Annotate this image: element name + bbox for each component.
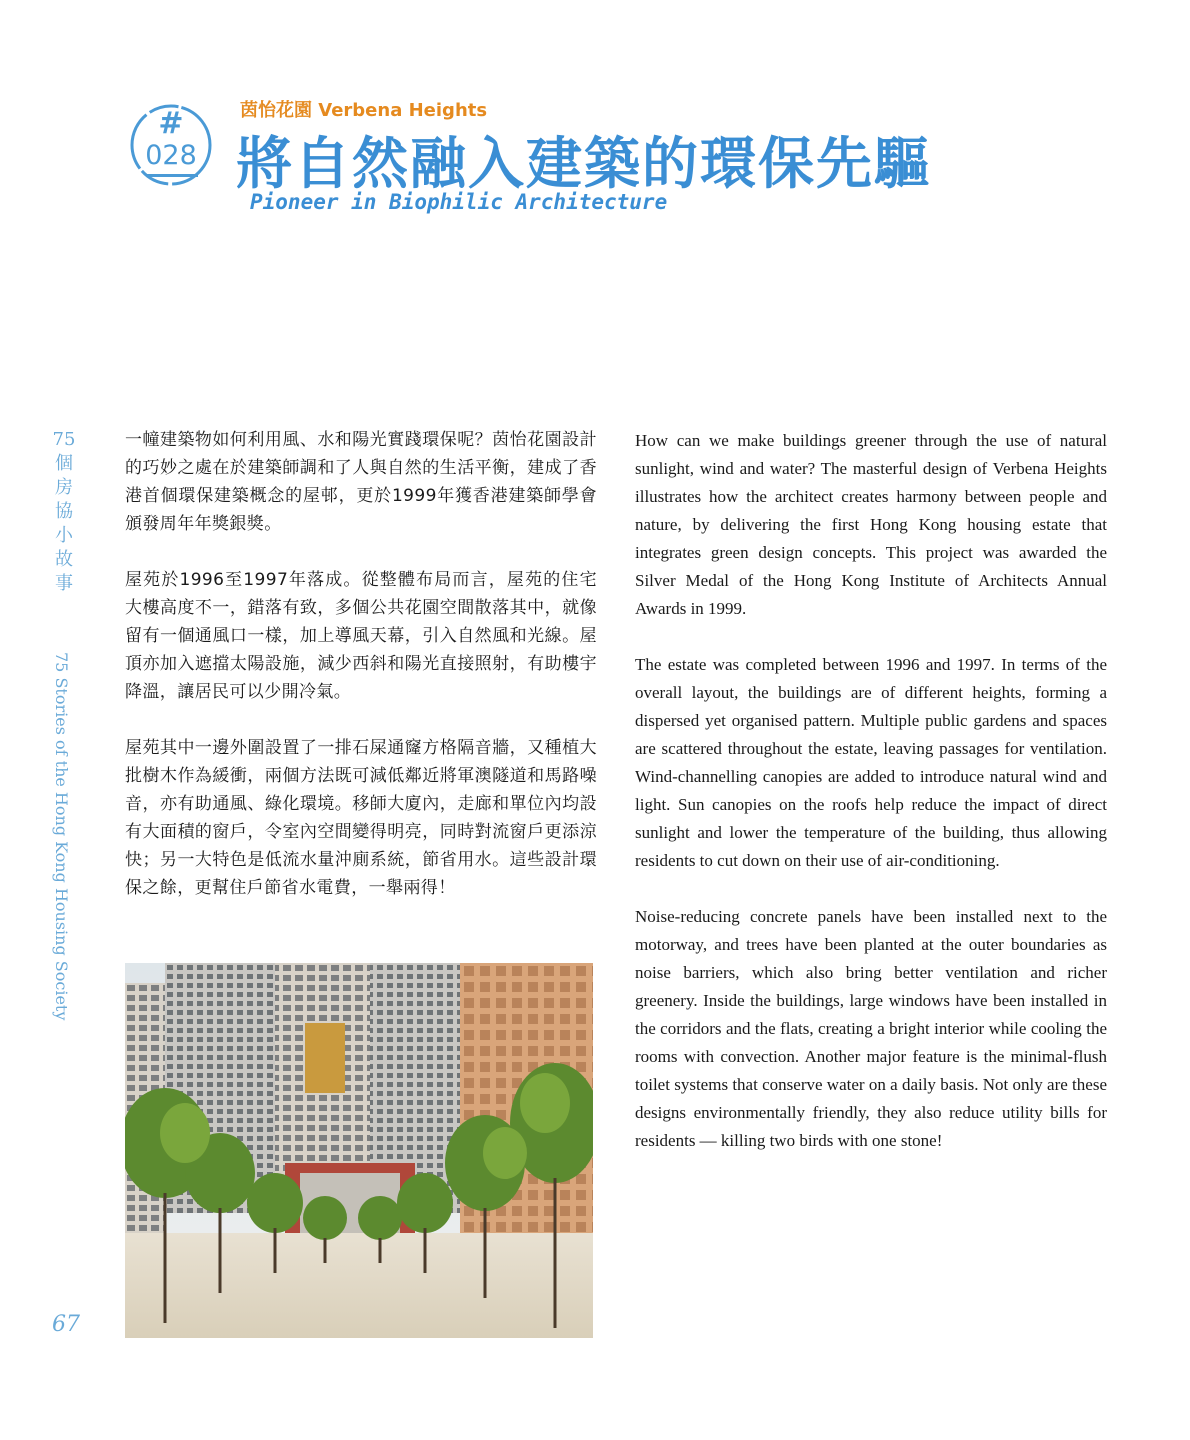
- series-char: 75: [52, 429, 76, 450]
- estate-name: 茵怡花園 Verbena Heights: [240, 100, 488, 121]
- series-char: 故: [55, 549, 73, 570]
- paragraph-en-3: Noise-reducing concrete panels have been installed next to the motorway, and trees have been planted at the outer boundaries as noise barriers, which also bring better ventilation and richer greenery. Inside the buildings, large windows have been installed in the corridors and the flats, creating a bright interior while cooling the rooms with convection. Another major feature is the minimal-flush toilet systems that conserve water on a daily basis. Not only are these designs environmentally friendly, they also reduce utility bills for residents — killing two birds with one stone!: [635, 907, 1107, 1150]
- series-char: 房: [55, 477, 73, 498]
- badge-number: 028: [145, 140, 197, 171]
- page-title-zh: 將自然融入建築的環保先驅: [236, 132, 932, 197]
- body-text-en: [635, 427, 1107, 1183]
- badge-hash: #: [158, 106, 184, 141]
- body-text-zh: [125, 426, 597, 930]
- series-char: 事: [55, 573, 73, 594]
- paragraph-zh-3: 屋苑其中一邊外圍設置了一排石屎通窿方格隔音牆，又種植大批樹木作為緩衝，兩個方法既可減低鄰近將軍澳隧道和馬路噪音，亦有助通風、綠化環境。移師大廈內，走廊和單位內均設有大面積的窗戶，令室內空間變得明亮，同時對流窗戶更添涼快；另一大特色是低流水量沖廁系統，節省用水。這些設計環保之餘，更幫住戶節省水電費，一舉兩得！: [125, 738, 597, 898]
- series-title-en: 75 Stories of the Hong Kong Housing Society: [52, 652, 71, 1021]
- series-char: 協: [55, 501, 73, 522]
- paragraph-zh-2: 屋苑於1996至1997年落成。從整體布局而言，屋苑的住宅大樓高度不一，錯落有致，多個公共花園空間散落其中，就像留有一個通風口一樣，加上導風天幕，引入自然風和光線。屋頂亦加入遮擋太陽設施，減少西斜和陽光直接照射，有助樓宇降溫，讓居民可以少開冷氣。: [125, 570, 597, 702]
- paragraph-zh-1: 一幢建築物如何利用風、水和陽光實踐環保呢？茵怡花園設計的巧妙之處在於建築師調和了人與自然的生活平衡，建成了香港首個環保建築概念的屋邨，更於1999年獲香港建築師學會頒發周年年獎銀獎。: [125, 430, 597, 534]
- series-char: 個: [55, 453, 73, 474]
- series-title-zh: [52, 428, 76, 596]
- badge-underline: [146, 174, 198, 177]
- paragraph-en-2: The estate was completed between 1996 and 1997. In terms of the overall layout, the buildings are of different heights, forming a dispersed yet organised pattern. Multiple public gardens and spaces are scattered throughout the estate, leaving passages for ventilation. Wind-channelling canopies are added to introduce natural wind and light. Sun canopies on the roofs help reduce the impact of direct sunlight and lower the temperature of the building, thus allowing residents to cut down on their use of air-conditioning.: [635, 655, 1107, 870]
- paragraph-en-1: How can we make buildings greener through the use of natural sunlight, wind and water? The masterful design of Verbena Heights illustrates how the architect creates harmony between people and nature, by delivering the first Hong Kong housing estate that integrates green design concepts. This project was awarded the Silver Medal of the Hong Kong Institute of Architects Annual Awards in 1999.: [635, 431, 1107, 618]
- estate-photo: [125, 963, 593, 1338]
- page-title-en: Pioneer in Biophilic Architecture: [250, 190, 668, 214]
- story-number-badge: [128, 102, 214, 188]
- page-number: 67: [52, 1312, 80, 1337]
- series-char: 小: [55, 525, 73, 546]
